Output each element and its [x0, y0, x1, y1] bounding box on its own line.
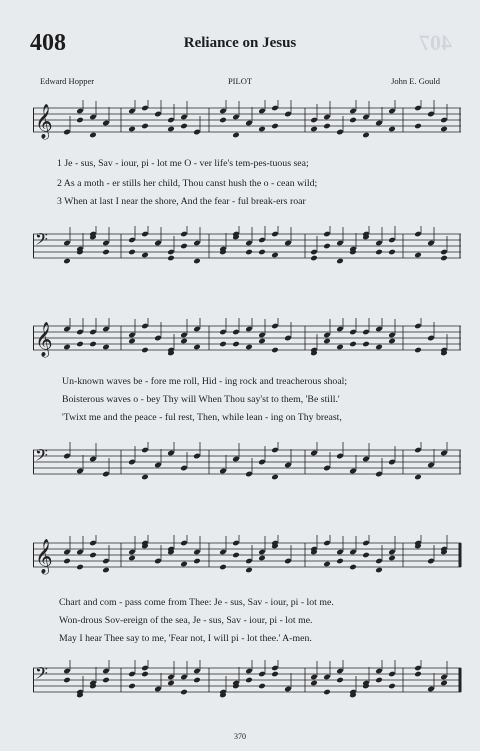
note-head [336, 258, 344, 265]
treble-staff-2 [33, 318, 463, 368]
note-head [89, 341, 97, 348]
note-head [141, 474, 149, 481]
lyric-line: 3 When at last I near the shore, And the fear - ful break-ers roar [57, 196, 306, 207]
note-head [271, 252, 279, 259]
note-head [219, 117, 227, 124]
note-head [440, 126, 448, 133]
note-head [102, 344, 110, 351]
note-head [323, 561, 331, 568]
note-head [349, 341, 357, 348]
note-head [258, 338, 266, 345]
note-head [63, 558, 71, 565]
note-head [219, 564, 227, 571]
lyric-line: Un-known waves be - fore me roll, Hid - ing rock and treacherous shoal; [62, 376, 348, 387]
note-head [245, 249, 253, 256]
note-head [245, 677, 253, 684]
note-head [388, 249, 396, 256]
note-head [375, 344, 383, 351]
note-head [63, 677, 71, 684]
note-head [323, 338, 331, 345]
note-head [180, 689, 188, 696]
note-head [336, 558, 344, 565]
note-head [89, 552, 97, 559]
lyric-line: 2 As a moth - er stills her child, Thou canst hush the o - cean wild; [57, 178, 318, 189]
note-head [219, 341, 227, 348]
note-head [245, 344, 253, 351]
note-head [388, 338, 396, 345]
hymn-number: 408 [30, 30, 66, 56]
author-credit: Edward Hopper [40, 76, 95, 86]
note-head [440, 680, 448, 687]
note-head [310, 255, 318, 262]
treble-clef-icon: 𝄞 [35, 322, 53, 357]
bass-staff-3 [33, 660, 463, 710]
note-head [375, 677, 383, 684]
note-head [323, 689, 331, 696]
note-head [193, 558, 201, 565]
note-head [141, 347, 149, 354]
note-head [128, 683, 136, 690]
bass-clef-icon: 𝄢 [35, 663, 48, 687]
note-head [63, 344, 71, 351]
note-head [414, 252, 422, 259]
note-head [128, 126, 136, 133]
note-head [141, 123, 149, 130]
note-head [63, 258, 71, 265]
note-head [89, 132, 97, 139]
tune-name: PILOT [227, 76, 253, 86]
composer-credit: John E. Gould [391, 76, 440, 86]
note-head [258, 683, 266, 690]
note-head [310, 126, 318, 133]
note-head [141, 671, 149, 678]
note-head [349, 117, 357, 124]
note-head [440, 255, 448, 262]
note-head [180, 123, 188, 130]
note-head [193, 677, 201, 684]
hymn-title: Reliance on Jesus [183, 35, 297, 51]
note-head [258, 555, 266, 562]
note-head [375, 249, 383, 256]
lyric-line: Chart and com - pass come from Thee: Je - sus, Sav - iour, pi - lot me. [59, 597, 334, 608]
note-head [193, 258, 201, 265]
note-head [323, 123, 331, 130]
note-head [102, 567, 110, 574]
note-head [362, 132, 370, 139]
note-head [167, 255, 175, 262]
note-head [362, 552, 370, 559]
note-head [349, 564, 357, 571]
lyric-line: Boisterous waves o - bey Thy will When Thou say'st to them, 'Be still.' [62, 394, 340, 405]
note-head [375, 567, 383, 574]
page-number: 370 [234, 732, 246, 741]
note-head [414, 474, 422, 481]
note-head [362, 341, 370, 348]
bass-clef-icon: 𝄢 [35, 229, 48, 253]
treble-staff-3 [33, 535, 463, 585]
note-head [180, 243, 188, 250]
note-head [336, 677, 344, 684]
lyric-line: 1 Je - sus, Sav - iour, pi - lot me O - ver life's tem-pes-tuous sea; [57, 158, 309, 169]
note-head [258, 126, 266, 133]
note-head [128, 249, 136, 256]
note-head [388, 126, 396, 133]
note-head [193, 344, 201, 351]
note-head [128, 338, 136, 345]
note-head [271, 123, 279, 130]
lyric-line: Won-drous Sov-ereign of the sea, Je - sus, Sav - iour, pi - lot me. [59, 615, 313, 626]
note-head [102, 677, 110, 684]
treble-clef-icon: 𝄞 [35, 539, 53, 574]
note-head [271, 347, 279, 354]
note-head [76, 341, 84, 348]
lyric-line: May I hear Thee say to me, 'Fear not, I will pi - lot thee.' A-men. [59, 633, 312, 644]
show-through-number: 407 [419, 30, 452, 55]
note-head [232, 341, 240, 348]
note-head [180, 561, 188, 568]
note-head [336, 344, 344, 351]
note-head [232, 132, 240, 139]
bass-clef-icon: 𝄢 [35, 445, 48, 469]
note-head [76, 117, 84, 124]
note-head [102, 249, 110, 256]
note-head [271, 474, 279, 481]
treble-clef-icon: 𝄞 [35, 104, 53, 139]
note-head [167, 126, 175, 133]
bass-staff-1 [33, 226, 463, 276]
note-head [414, 671, 422, 678]
note-head [232, 552, 240, 559]
note-head [271, 671, 279, 678]
treble-staff-1 [33, 100, 463, 150]
note-head [258, 249, 266, 256]
note-head [388, 683, 396, 690]
note-head [167, 680, 175, 687]
note-head [323, 243, 331, 250]
note-head [414, 123, 422, 130]
lyric-line: 'Twixt me and the peace - ful rest, Then, while lean - ing on Thy breast, [62, 412, 342, 423]
note-head [141, 252, 149, 259]
note-head [180, 338, 188, 345]
note-head [245, 567, 253, 574]
note-head [388, 555, 396, 562]
note-head [76, 564, 84, 571]
bass-staff-2 [33, 442, 463, 492]
note-head [310, 680, 318, 687]
note-head [128, 555, 136, 562]
note-head [414, 347, 422, 354]
